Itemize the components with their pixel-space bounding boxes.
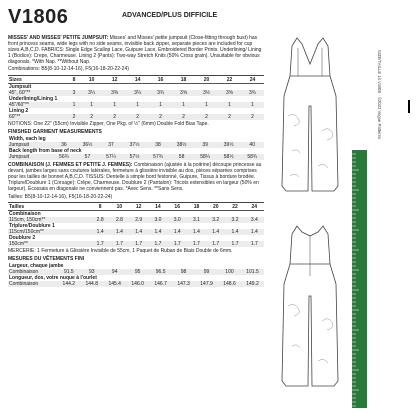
value-cell: 1 (80, 102, 103, 108)
value-cell: 3.0 (168, 217, 187, 223)
value-cell: 1 (68, 102, 80, 108)
measurements-title-fr: MESURES DU VÊTEMENTS FINI (8, 256, 85, 263)
value-cell: 1.4 (245, 229, 264, 235)
value-cell: 3.4 (245, 217, 264, 223)
value-cell: 39 (193, 142, 217, 148)
size-cell: 18 (172, 77, 195, 84)
notions-en: NOTIONS: One 22" (55cm) Invisible Zipper, One Pkg. of ½" (6mm) Double Fold Bias Tape. (8, 121, 209, 128)
value-cell: 2 (126, 114, 149, 120)
value-cell: 57½ (123, 154, 147, 160)
size-cell: 20 (206, 204, 225, 211)
size-cell: 20 (195, 77, 218, 84)
section-label: Width, each leg (9, 136, 46, 143)
measuring-tape-graphic (352, 150, 367, 408)
value-cell: 91.5 (57, 269, 80, 275)
value-cell: 95 (126, 269, 149, 275)
value-cell: 146.0 (126, 281, 149, 287)
table-row (8, 281, 264, 287)
size-cell: Tailles (8, 204, 91, 211)
value-cell: 1.4 (225, 229, 244, 235)
value-cell: 1.4 (148, 229, 167, 235)
value-cell: 2.9 (129, 217, 148, 223)
value-cell: 3¾ (241, 90, 264, 96)
value-cell: 38 (146, 142, 170, 148)
size-cell: 24 (241, 77, 264, 84)
row-label: 115cm, 150cm** (8, 217, 91, 223)
value-cell: 147.3 (172, 281, 195, 287)
size-cell: 12 (129, 204, 148, 211)
value-cell: 3.2 (225, 217, 244, 223)
value-cell: 1.7 (245, 241, 264, 247)
row-label: Jumpsuit (8, 154, 52, 160)
yardage-table-en (8, 77, 264, 120)
section-label: Longueur, dos, votre nuque à l'ourlet (9, 275, 97, 282)
value-cell: 1.7 (129, 241, 148, 247)
value-cell: 1 (218, 102, 241, 108)
value-cell: 2.8 (91, 217, 110, 223)
value-cell: 3⅝ (218, 90, 241, 96)
size-cell: 16 (168, 204, 187, 211)
jumpsuit-front-view (282, 38, 338, 191)
combinations-fr: Tailles: B5(8-10-12-14-16), F5(16-18-20-22-24) (8, 193, 113, 200)
description-en-title: MISSES' AND MISSES' PETITE JUMPSUIT: (8, 35, 109, 41)
size-cell: 10 (110, 204, 129, 211)
value-cell: 146.7 (149, 281, 172, 287)
description-en (8, 36, 264, 65)
text-cursor (408, 100, 410, 113)
value-cell: 2 (241, 114, 264, 120)
value-cell: 3 (68, 90, 80, 96)
value-cell: 2 (149, 114, 172, 120)
value-cell: 36 (52, 142, 76, 148)
value-cell: 3½ (195, 90, 218, 96)
value-cell: 1 (103, 102, 126, 108)
size-cell: 8 (68, 77, 80, 84)
value-cell: 1.7 (187, 241, 206, 247)
value-cell: 1.7 (91, 241, 110, 247)
size-cell: 16 (149, 77, 172, 84)
value-cell: 93 (80, 269, 103, 275)
value-cell: 94 (103, 269, 126, 275)
value-cell: 1.4 (168, 229, 187, 235)
difficulty-level: ADVANCED/PLUS DIFFICILE (122, 12, 218, 19)
value-cell: 58 (170, 154, 194, 160)
description-fr-text: Combinaison (ajustée à la poitrine) découpe princesse au devant, jambes larges sans coutures latérales, fermeture à glissière invisible au dos, pièces séparées comprises pour les tailles de bonnet A,B,C,D. TISSUS: Dentelle à simple bord festonné, Guipure, Tissus à bordure brodée. Triplure/Doublure 1 (Corsage): Crêpe, Charmeuse. Doublure 2 (Pantalon): Tricots extensibles en largeur (50% en largeur). Écossais en diagonale ne conviennent pas. *Avec Sens. **Sans Sens. (8, 162, 262, 192)
value-cell: 1.7 (225, 241, 244, 247)
row-label: 45", 60"** (8, 90, 68, 96)
selvage-label (368, 40, 416, 240)
combinations-en: Combinations: B5(8-10-12-14-16), F5(16-18-20-22-24) (8, 66, 129, 73)
row-label: 60"** (8, 114, 68, 120)
value-cell: 2 (195, 114, 218, 120)
value-cell: 2 (172, 114, 195, 120)
measurements-table-en (8, 136, 264, 160)
value-cell: 57 (76, 154, 100, 160)
size-cell: 8 (91, 204, 110, 211)
value-cell: 1.7 (110, 241, 129, 247)
section-label: Doublure 2 (9, 235, 36, 242)
value-cell: 1.4 (187, 229, 206, 235)
value-cell: 149.2 (241, 281, 264, 287)
description-fr-title: COMBINAISON (J. FEMMES ET PETITE J. FEMMES): (8, 162, 133, 169)
value-cell: 144.2 (57, 281, 80, 287)
value-cell: 99 (195, 269, 218, 275)
value-cell: 144.8 (80, 281, 103, 287)
value-cell: 3⅝ (172, 90, 195, 96)
value-cell: 40 (240, 142, 264, 148)
garment-illustrations (262, 36, 357, 406)
size-cell: 22 (218, 77, 241, 84)
value-cell: 1 (172, 102, 195, 108)
size-cell: 14 (126, 77, 149, 84)
table-row (8, 154, 264, 160)
selvage-label-text: SIZE/TAILLE 14 V1806 · ©2022 Vogue Patterns (377, 50, 382, 140)
value-cell: 3.2 (206, 217, 225, 223)
size-cell: 24 (245, 204, 264, 211)
value-cell: 36½ (76, 142, 100, 148)
value-cell: 1.4 (206, 229, 225, 235)
value-cell: 58¼ (193, 154, 217, 160)
table-row (8, 241, 264, 247)
row-label: Jumpsuit (8, 142, 52, 148)
row-label: 115cm/150cm** (8, 229, 91, 235)
value-cell: 3.1 (187, 217, 206, 223)
value-cell: 37 (99, 142, 123, 148)
yardage-table-fr (8, 204, 264, 247)
value-cell: 2 (218, 114, 241, 120)
value-cell: 148.6 (218, 281, 241, 287)
value-cell: 1.4 (91, 229, 110, 235)
size-cell: 18 (187, 204, 206, 211)
value-cell: 96.5 (149, 269, 172, 275)
measurements-table-fr (8, 263, 264, 287)
value-cell: 3⅜ (103, 90, 126, 96)
value-cell: 3¼ (80, 90, 103, 96)
value-cell: 145.4 (103, 281, 126, 287)
value-cell: 39½ (217, 142, 241, 148)
description-en-text: Misses' and Misses' petite jumpsuit (Close-fitting through bust) has front princess seams, wide legs with no side seams, invisible back zipper, separate pieces are included for cup sizes A,B,C,D. FABRICS: Single Edge Scallop Lace, Guipure Lace, Embroidered Border Prints. Underlining/ Lining 1 (Bodice): Crepe, Charmeuse. Lining 2 (Pants): Two-way Stretch Knits (50% Cross grain). Unsuitable for obvious diagonals. *With Nap. **Without Nap. (8, 35, 262, 65)
value-cell: 147.9 (195, 281, 218, 287)
section-label: Jumpsuit (9, 84, 32, 91)
measurements-title-en: FINISHED GARMENT MEASUREMENTS (8, 129, 102, 136)
value-cell: 56¾ (52, 154, 76, 160)
value-cell: 3¼ (126, 90, 149, 96)
section-label: Back length from base of neck (9, 148, 82, 155)
value-cell: 57¾ (146, 154, 170, 160)
section-label: Combinaison (9, 211, 41, 218)
size-cell: 22 (225, 204, 244, 211)
value-cell: 100 (218, 269, 241, 275)
value-cell: 3¾ (149, 90, 172, 96)
envelope-back-text (8, 36, 264, 287)
value-cell: 3.0 (148, 217, 167, 223)
value-cell: 2.8 (110, 217, 129, 223)
value-cell: 1.7 (206, 241, 225, 247)
value-cell: 2 (103, 114, 126, 120)
row-label: Combinaison (8, 269, 57, 275)
table-row (8, 114, 264, 120)
value-cell: 1.4 (110, 229, 129, 235)
value-cell: 1 (149, 102, 172, 108)
value-cell: 1.7 (148, 241, 167, 247)
section-label: Lining 2 (9, 108, 29, 115)
value-cell: 1 (241, 102, 264, 108)
row-label: Combinaison (8, 281, 57, 287)
jumpsuit-back-view (282, 226, 338, 386)
value-cell: 58½ (217, 154, 241, 160)
size-cell: 12 (103, 77, 126, 84)
section-label: Triplure/Doublure 1 (9, 223, 55, 230)
section-label: Underlining/Lining 1 (9, 96, 58, 103)
value-cell: 98 (172, 269, 195, 275)
size-cell: Sizes (8, 77, 68, 84)
description-fr (8, 163, 264, 192)
size-cell: 14 (148, 204, 167, 211)
notions-fr: MERCERIE: 1 Fermeture à Glissière Invisible de 55cm, 1 Paquet de Ruban de Biais Double de 6mm. (8, 248, 233, 255)
value-cell: 37½ (123, 142, 147, 148)
value-cell: 58¾ (240, 154, 264, 160)
row-label: 45"/60"** (8, 102, 68, 108)
value-cell: 1 (126, 102, 149, 108)
size-cell: 10 (80, 77, 103, 84)
pattern-code: V1806 (8, 6, 69, 28)
value-cell: 38½ (170, 142, 194, 148)
value-cell: 57¼ (99, 154, 123, 160)
value-cell: 1.7 (168, 241, 187, 247)
value-cell: 1.4 (129, 229, 148, 235)
row-label: 150cm** (8, 241, 91, 247)
value-cell: 1 (195, 102, 218, 108)
value-cell: 101.5 (241, 269, 264, 275)
value-cell: 2 (80, 114, 103, 120)
section-label: Largeur, chaque jambe (9, 263, 64, 270)
value-cell: 2 (68, 114, 80, 120)
